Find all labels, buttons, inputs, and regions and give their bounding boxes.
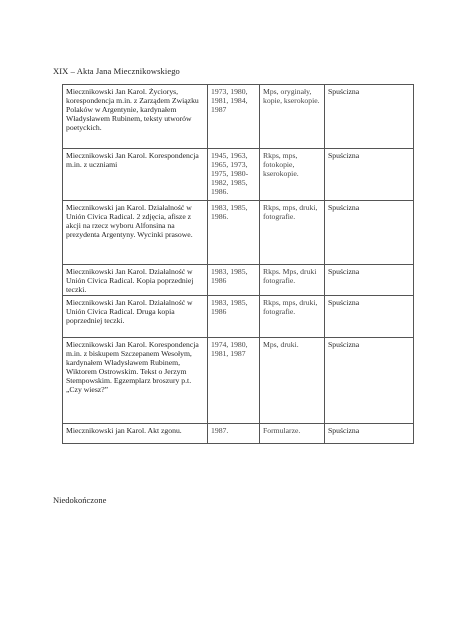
page-title: XIX – Akta Jana Miecznikowskiego <box>53 66 180 76</box>
years-cell: 1983, 1985, 1986 <box>208 265 260 296</box>
table-row <box>63 149 414 201</box>
archive-table <box>62 84 414 444</box>
unfinished-note: Niedokończone <box>53 495 107 505</box>
years-cell: 1945, 1963, 1965, 1973, 1975, 1980-1982, 1985, 1986. <box>208 149 260 201</box>
type-cell: Spuścizna <box>325 296 414 338</box>
table-row <box>63 201 414 265</box>
table-row <box>63 424 414 444</box>
type-cell: Spuścizna <box>325 424 414 444</box>
description-cell: Miecznikowski jan Karol. Działalność w Unión Cívica Radical. 2 zdjęcia, afisze z akcji na rzecz wyboru Alfonsina na prezydenta Argentyny. Wycinki prasowe. <box>63 201 208 265</box>
years-cell: 1974, 1980, 1981, 1987 <box>208 338 260 424</box>
table-row <box>63 85 414 149</box>
form-cell: Rkps. Mps, druki fotografie. <box>260 265 325 296</box>
type-cell: Spuścizna <box>325 149 414 201</box>
table-row <box>63 296 414 338</box>
form-cell: Rkps, mps, druki, fotografie. <box>260 296 325 338</box>
description-cell: Miecznikowski Jan Karol. Działalność w Unión Cívica Radical. Druga kopia poprzedniej teczki. <box>63 296 208 338</box>
type-cell: Spuścizna <box>325 85 414 149</box>
type-cell: Spuścizna <box>325 265 414 296</box>
years-cell: 1983, 1985, 1986 <box>208 296 260 338</box>
description-cell: Miecznikowski Jan Karol. Działalność w Unión Cívica Radical. Kopia poprzedniej teczki. <box>63 265 208 296</box>
table-row <box>63 265 414 296</box>
description-cell: Miecznikowski Jan Karol. Korespondencja m.in. z biskupem Szczepanem Wesołym, kardynałem Władysławem Rubinem, Wiktorem Ostrowskim. Tekst o Jerzym Stempowskim. Egzemplarz broszury p.t. „Czy wiesz?” <box>63 338 208 424</box>
description-cell: Miecznikowski Jan Karol. Korespondencja m.in. z uczniami <box>63 149 208 201</box>
description-cell: Miecznikowski jan Karol. Akt zgonu. <box>63 424 208 444</box>
form-cell: Mps, oryginały, kopie, kserokopie. <box>260 85 325 149</box>
years-cell: 1983, 1985, 1986. <box>208 201 260 265</box>
form-cell: Rkps, mps, fotokopie, kserokopie. <box>260 149 325 201</box>
form-cell: Rkps, mps, druki, fotografie. <box>260 201 325 265</box>
type-cell: Spuścizna <box>325 338 414 424</box>
form-cell: Mps, druki. <box>260 338 325 424</box>
table-row <box>63 338 414 424</box>
description-cell: Miecznikowski Jan Karol. Życiorys, korespondencja m.in. z Zarządem Związku Polaków w Argentynie, kardynałem Władysławem Rubinem, teksty utworów poetyckich. <box>63 85 208 149</box>
type-cell: Spuścizna <box>325 201 414 265</box>
years-cell: 1973, 1980, 1981, 1984, 1987 <box>208 85 260 149</box>
form-cell: Formularze. <box>260 424 325 444</box>
years-cell: 1987. <box>208 424 260 444</box>
